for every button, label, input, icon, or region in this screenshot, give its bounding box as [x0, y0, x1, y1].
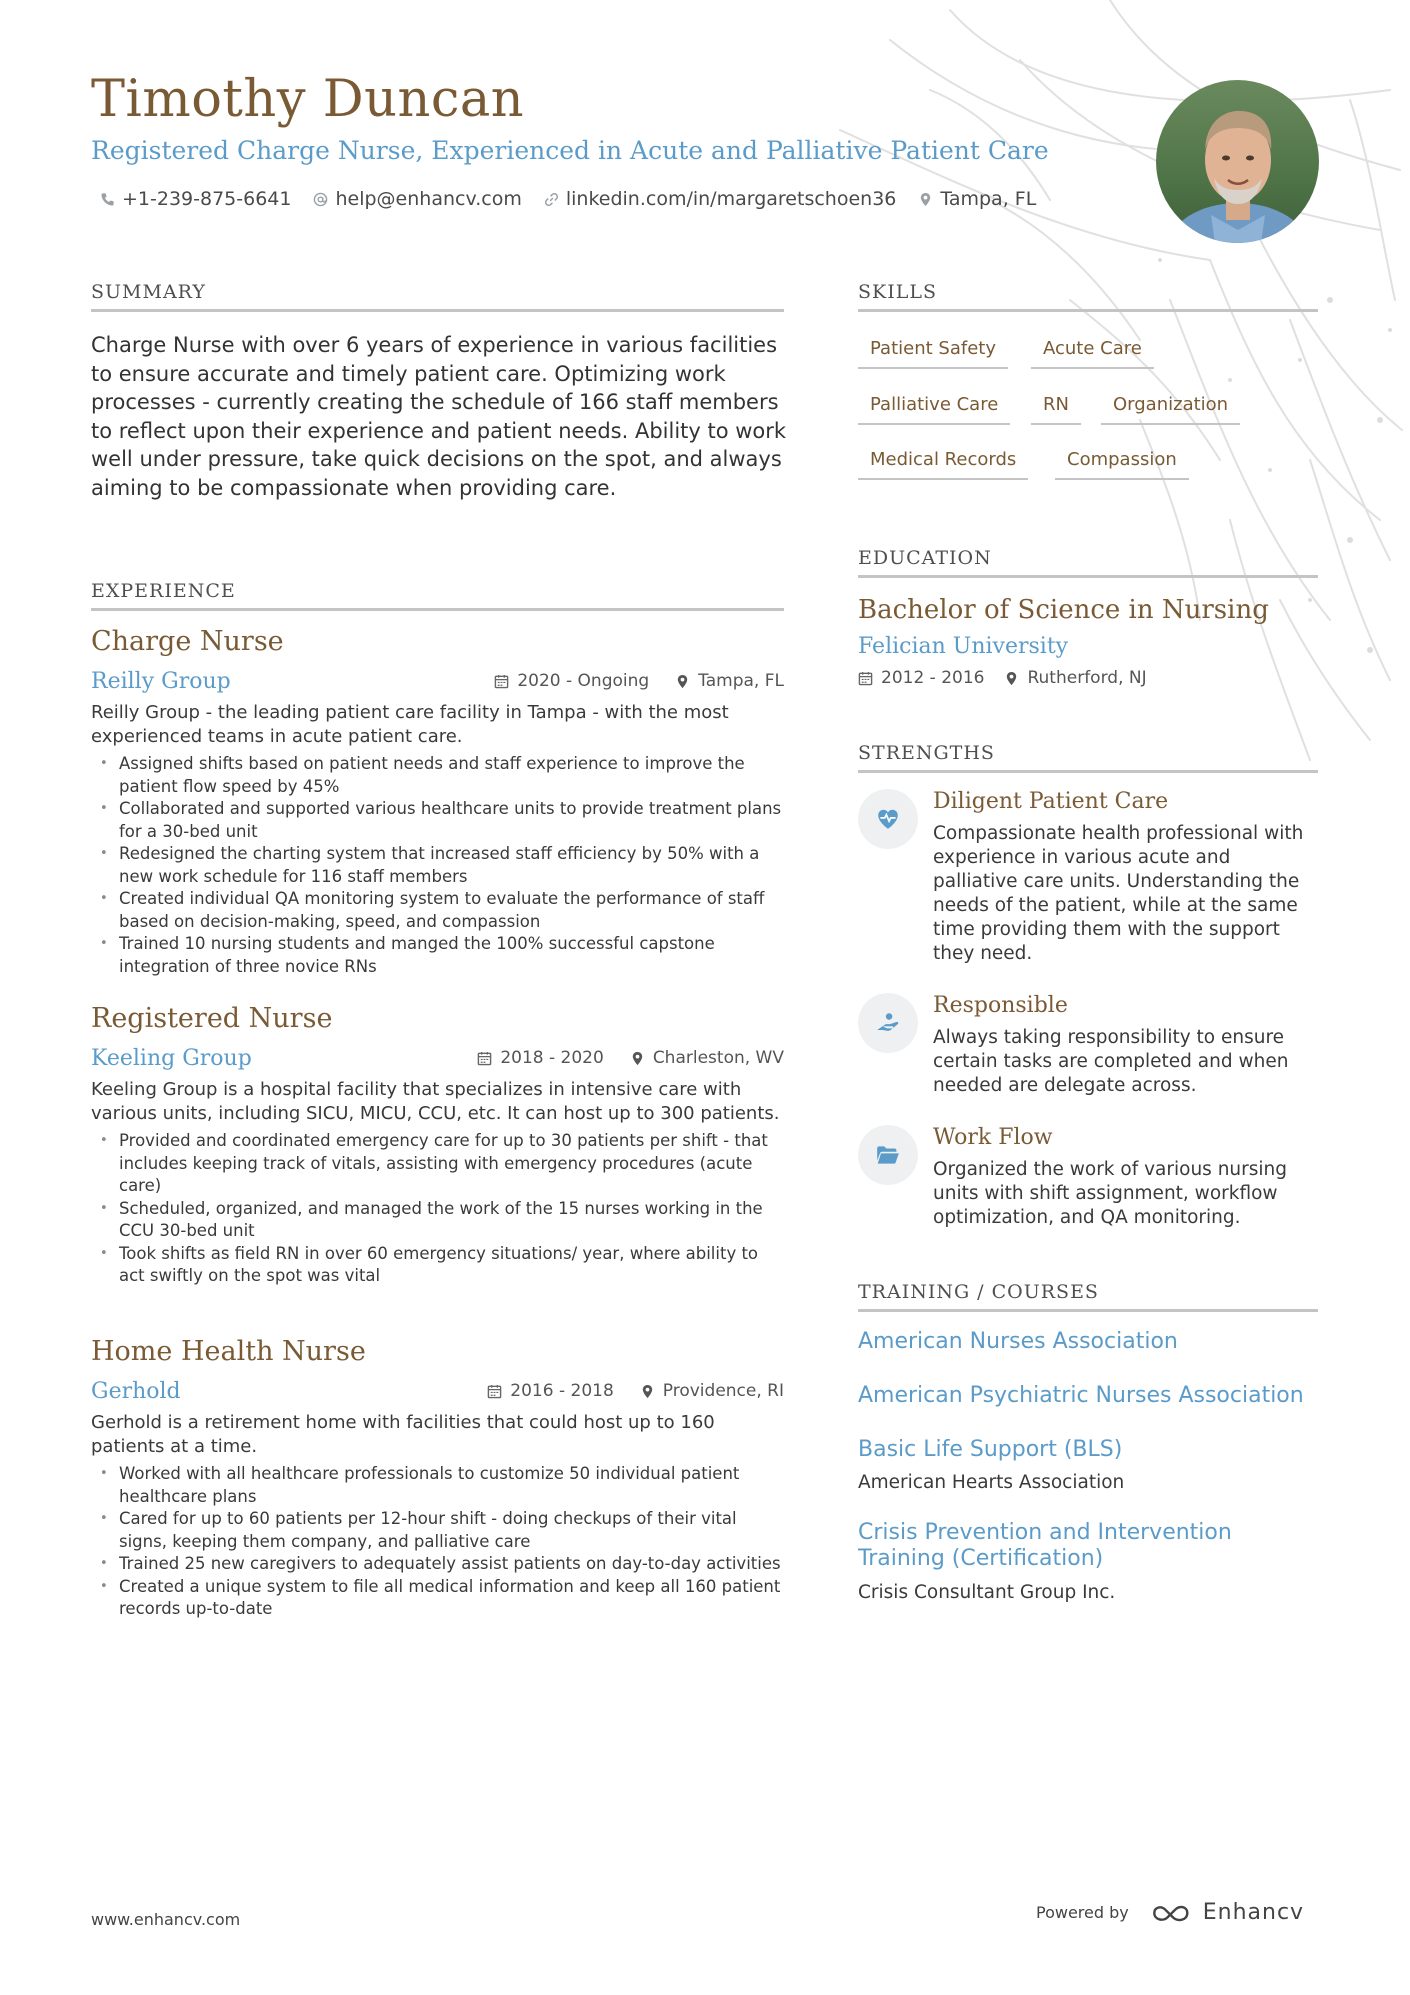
location-pin-icon — [1004, 671, 1019, 686]
list-item: • Took shifts as field RN in over 60 emergency situations/ year, where ability to act swiftly on the spot was vital — [91, 1243, 784, 1288]
calendar-icon — [858, 671, 873, 686]
strengths-heading: STRENGTHS — [858, 742, 1318, 773]
job-title: Home Health Nurse — [91, 1336, 366, 1367]
avatar — [1156, 80, 1319, 243]
course-title: American Nurses Association — [858, 1329, 1178, 1354]
strength-item — [858, 789, 1318, 969]
job-title: Registered Nurse — [91, 1003, 333, 1034]
linkedin-text: linkedin.com/in/margaretschoen36 — [565, 188, 897, 210]
summary-heading: SUMMARY — [91, 281, 784, 312]
job-bullets — [91, 1130, 784, 1288]
skills-heading: SKILLS — [858, 281, 1318, 312]
link-icon — [544, 192, 559, 207]
strength-title: Work Flow — [933, 1125, 1053, 1150]
list-item: • Collaborated and supported various healthcare units to provide treatment plans for a 30-bed unit — [91, 798, 784, 843]
list-item: • Provided and coordinated emergency care for up to 30 patients per shift - that includes keeping track of vitals, assisting with emergency procedures (acute care) — [91, 1130, 784, 1198]
email-text: help@enhancv.com — [335, 188, 522, 210]
job-dates: 2020 - Ongoing — [517, 671, 650, 691]
job-description: Keeling Group is a hospital facility that specializes in intensive care with various units, including SICU, MICU, CCU, etc. It can host up to 300 patients. — [91, 1079, 780, 1124]
edu-location: Rutherford, NJ — [1027, 668, 1147, 688]
job-dates: 2018 - 2020 — [500, 1048, 604, 1068]
phone-text: +1-239-875-6641 — [122, 188, 292, 210]
skill-tag: Patient Safety — [858, 338, 1008, 369]
brand-name: Enhancv — [1202, 1900, 1305, 1925]
strength-item — [858, 993, 1318, 1103]
powered-by-label: Powered by — [1036, 1903, 1129, 1922]
at-sign-icon — [313, 192, 328, 207]
job-bullets — [91, 753, 784, 978]
experience-heading: EXPERIENCE — [91, 580, 784, 611]
edu-school: Felician University — [858, 634, 1069, 659]
job-title: Charge Nurse — [91, 626, 284, 657]
list-item: • Trained 25 new caregivers to adequately assist patients on day-to-day activities — [91, 1553, 784, 1576]
contact-linkedin[interactable] — [544, 188, 897, 210]
list-item: • Scheduled, organized, and managed the work of the 15 nurses working in the CCU 30-bed unit — [91, 1198, 784, 1243]
summary-text: Charge Nurse with over 6 years of experience in various facilities to ensure accurate and timely patient care. Optimizing work processes - currently creating the schedule of 166 staff members to reflect upon their experience and patient needs. Ability to work well under pressure, take quick decisions on the spot, and always aiming to be compassionate when providing care. — [91, 333, 787, 500]
job-location: Charleston, WV — [652, 1048, 784, 1068]
phone-icon — [100, 192, 115, 207]
skill-tag: Medical Records — [858, 449, 1028, 480]
skill-tag: Organization — [1101, 394, 1240, 425]
job-company: Reilly Group — [91, 668, 231, 694]
job-description: Reilly Group - the leading patient care facility in Tampa - with the most experienced teams in acute patient care. — [91, 702, 729, 747]
contact-location — [918, 188, 1036, 210]
course-provider: American Hearts Association — [858, 1472, 1125, 1493]
job-entry — [91, 626, 784, 978]
strength-desc: Compassionate health professional with experience in various acute and palliative care units. Understanding the needs of the patient, while at the same time providing them with the support they need. — [933, 823, 1304, 964]
location-pin-icon — [630, 1051, 645, 1066]
job-dates: 2016 - 2018 — [510, 1381, 614, 1401]
enhancv-logo[interactable] — [1151, 1900, 1304, 1925]
enhancv-logo-icon — [1151, 1902, 1195, 1924]
job-entry — [91, 1336, 784, 1621]
footer-brand — [1036, 1900, 1304, 1925]
location-text: Tampa, FL — [940, 188, 1037, 210]
skill-tag: Acute Care — [1031, 338, 1154, 369]
job-description: Gerhold is a retirement home with facilities that could host up to 160 patients at a time. — [91, 1412, 715, 1457]
education-heading: EDUCATION — [858, 547, 1318, 578]
strength-desc: Organized the work of various nursing units with shift assignment, workflow optimization, and QA monitoring. — [933, 1159, 1288, 1228]
job-bullets — [91, 1463, 784, 1621]
edu-dates: 2012 - 2016 — [881, 668, 985, 688]
list-item: • Cared for up to 60 patients per 12-hour shift - doing checkups of their vital signs, keeping them company, and palliative care — [91, 1508, 784, 1553]
list-item: • Created individual QA monitoring system to evaluate the performance of staff based on decision-making, speed, and compassion — [91, 888, 784, 933]
location-pin-icon — [918, 192, 933, 207]
job-company: Keeling Group — [91, 1045, 252, 1071]
list-item: • Trained 10 nursing students and manged the 100% successful capstone integration of three novice RNs — [91, 933, 784, 978]
contact-phone[interactable] — [100, 188, 291, 210]
contact-email[interactable] — [313, 188, 521, 210]
job-location: Tampa, FL — [698, 671, 784, 691]
job-company: Gerhold — [91, 1378, 181, 1404]
footer-website[interactable]: www.enhancv.com — [91, 1910, 241, 1929]
skill-tag: Palliative Care — [858, 394, 1010, 425]
strength-title: Diligent Patient Care — [933, 789, 1169, 814]
calendar-icon — [494, 674, 509, 689]
course-title: American Psychiatric Nurses Association — [858, 1383, 1304, 1408]
strength-item — [858, 1125, 1318, 1235]
hand-holding-icon — [875, 1010, 901, 1036]
course-title: Crisis Prevention and Intervention Training (Certification) — [858, 1520, 1232, 1571]
skill-tag: Compassion — [1055, 449, 1189, 480]
list-item: • Assigned shifts based on patient needs and staff experience to improve the patient flow speed by 45% — [91, 753, 784, 798]
course-title: Basic Life Support (BLS) — [858, 1437, 1123, 1462]
edu-meta — [858, 668, 1147, 688]
candidate-headline: Registered Charge Nurse, Experienced in Acute and Palliative Patient Care — [91, 136, 1049, 165]
list-item: • Worked with all healthcare professionals to customize 50 individual patient healthcare plans — [91, 1463, 784, 1508]
location-pin-icon — [640, 1384, 655, 1399]
job-entry — [91, 1003, 784, 1288]
folder-open-icon — [875, 1142, 901, 1168]
location-pin-icon — [675, 674, 690, 689]
list-item: • Redesigned the charting system that increased staff efficiency by 50% with a new work schedule for 116 staff members — [91, 843, 784, 888]
heart-pulse-icon — [875, 806, 901, 832]
strength-title: Responsible — [933, 993, 1068, 1018]
job-location: Providence, RI — [662, 1381, 784, 1401]
profile-photo — [1156, 80, 1319, 243]
list-item: • Created a unique system to file all medical information and keep all 160 patient records up-to-date — [91, 1576, 784, 1621]
skill-tag: RN — [1031, 394, 1081, 425]
course-provider: Crisis Consultant Group Inc. — [858, 1582, 1116, 1603]
candidate-name: Timothy Duncan — [91, 70, 525, 129]
calendar-icon — [487, 1384, 502, 1399]
strength-desc: Always taking responsibility to ensure certain tasks are completed and when needed are delegate across. — [933, 1027, 1289, 1096]
training-heading: TRAINING / COURSES — [858, 1281, 1318, 1312]
contact-bar — [100, 188, 1036, 210]
edu-degree: Bachelor of Science in Nursing — [858, 595, 1269, 625]
calendar-icon — [477, 1051, 492, 1066]
